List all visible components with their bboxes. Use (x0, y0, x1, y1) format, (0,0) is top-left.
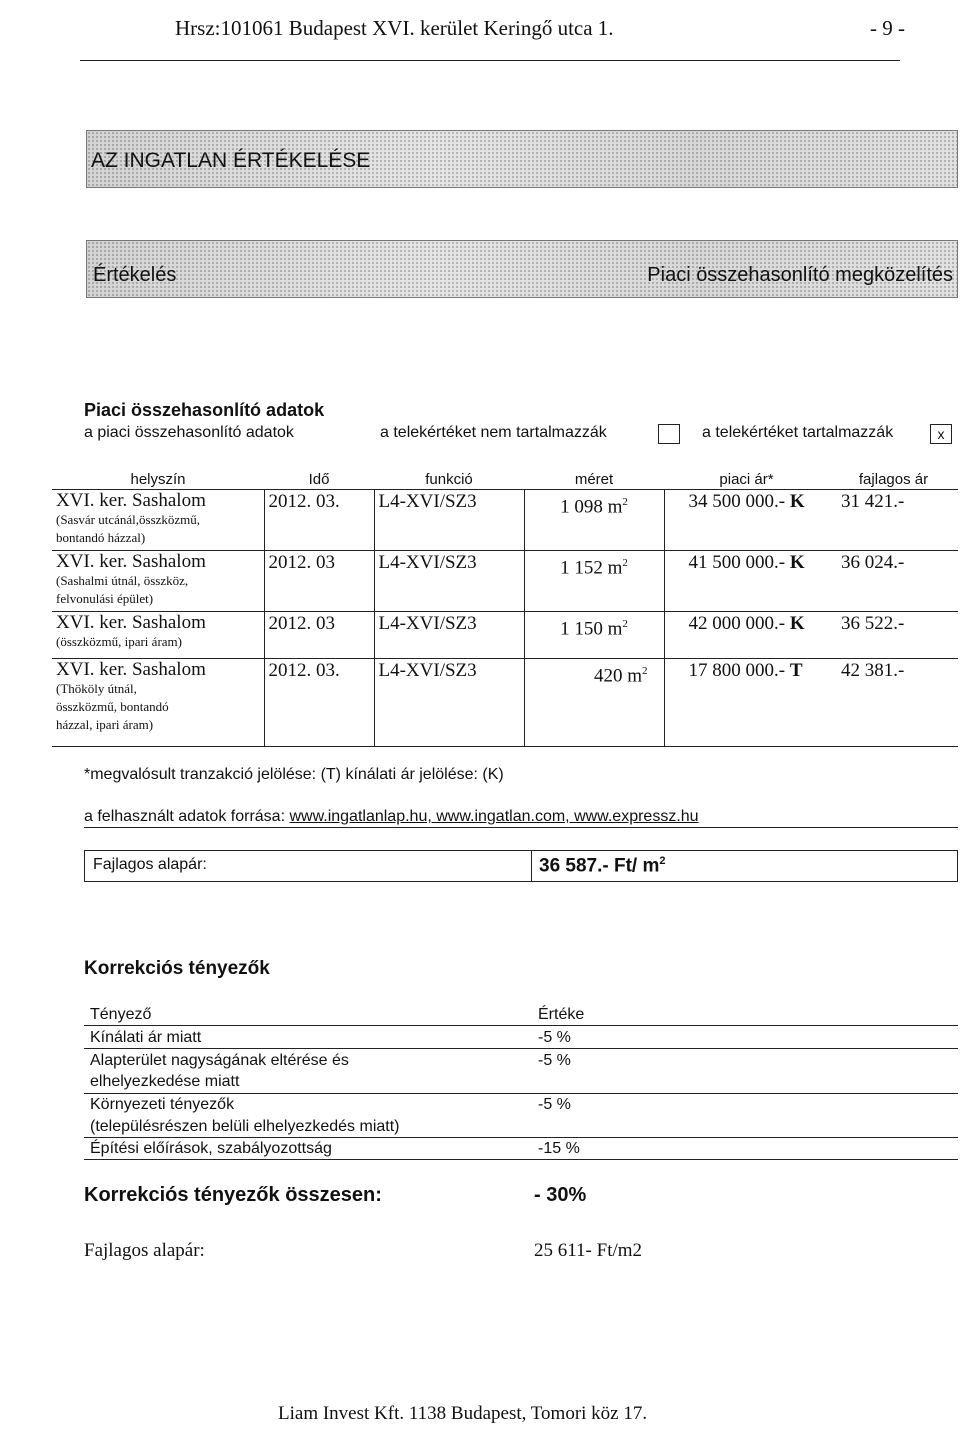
base-price-box (84, 850, 958, 882)
superscript: 2 (659, 855, 666, 867)
table-row (52, 612, 958, 659)
row-size: 1 152 m (560, 557, 623, 579)
option-included-checkbox[interactable]: x (930, 424, 952, 444)
row-location: XVI. ker. Sashalom (56, 659, 206, 680)
table-footnote: *megvalósult tranzakció jelölése: (T) kínálati ár jelölése: (K) (84, 766, 504, 783)
superscript: 2 (622, 496, 628, 508)
option-included-label: a telekértéket tartalmazzák (702, 424, 894, 441)
base-price-divider (531, 851, 532, 881)
title-band (86, 130, 958, 188)
col-size: méret (524, 470, 664, 490)
row-size: 1 098 m (560, 496, 623, 518)
market-heading: Piaci összehasonlító adatok (84, 400, 325, 420)
superscript: 2 (622, 618, 628, 630)
row-time: 2012. 03. (264, 659, 374, 747)
row-time: 2012. 03 (264, 612, 374, 659)
row-note: bontandó házzal) (56, 530, 146, 545)
row-note: (Sashalmi útnál, összköz, (56, 573, 189, 588)
row-note: (összközmű, ipari áram) (56, 634, 182, 649)
superscript: 2 (642, 665, 648, 677)
section-title: AZ INGATLAN ÉRTÉKELÉSE (91, 149, 371, 172)
header-address: Hrsz:101061 Budapest XVI. kerület Keringő utca 1. (175, 16, 614, 40)
base-price-value-line (539, 855, 666, 877)
row-price-type: K (789, 552, 805, 573)
row-price: 17 800 000.- (688, 660, 786, 681)
row-function: L4-XVI/SZ3 (374, 612, 524, 659)
page-number: - 9 - (870, 16, 905, 40)
row-function: L4-XVI/SZ3 (374, 659, 524, 747)
option-not-included-label: a telekértéket nem tartalmazzák (380, 424, 607, 441)
correction-factor: Kínálati ár miatt (90, 1029, 202, 1046)
corrections-total-label: Korrekciós tényezők összesen: (84, 1184, 382, 1206)
sources-links[interactable]: www.ingatlanlap.hu, www.ingatlan.com, www.expressz.hu (289, 808, 699, 825)
row-price-type: T (789, 660, 803, 681)
row-note: házzal, ipari áram) (56, 717, 154, 732)
band-right-label: Piaci összehasonlító megközelítés (647, 264, 953, 286)
row-time: 2012. 03 (264, 551, 374, 612)
table-header-row (52, 470, 958, 490)
row-price: 42 000 000.- (688, 613, 786, 634)
row-price-type: K (789, 491, 805, 512)
row-unit-price: 36 522.- (829, 612, 958, 659)
header-rule (80, 60, 900, 61)
row-unit-price: 42 381.- (829, 659, 958, 747)
corrections-rule (84, 1137, 958, 1138)
correction-factor-cont: (településrészen belüli elhelyezkedés miatt) (90, 1118, 400, 1135)
row-location: XVI. ker. Sashalom (56, 551, 206, 572)
correction-factor-cont: elhelyezkedése miatt (90, 1073, 240, 1090)
row-function: L4-XVI/SZ3 (374, 551, 524, 612)
col-location: helyszín (52, 470, 264, 490)
row-location: XVI. ker. Sashalom (56, 612, 206, 633)
row-note: összközmű, bontandó (56, 699, 169, 714)
sources-label: a felhasznált adatok forrása: (84, 808, 286, 825)
corrections-col-value: Értéke (538, 1006, 585, 1023)
row-function: L4-XVI/SZ3 (374, 490, 524, 551)
col-time: Idő (264, 470, 374, 490)
final-price-value: 25 611- Ft/m2 (534, 1240, 643, 1261)
table-row (52, 490, 958, 551)
row-size: 420 m (593, 665, 642, 687)
correction-value: -5 % (538, 1029, 571, 1046)
row-unit-price: 31 421.- (829, 490, 958, 551)
row-size: 1 150 m (560, 618, 623, 640)
corrections-rule (84, 1159, 958, 1160)
row-note: felvonulási épület) (56, 591, 154, 606)
row-note: (Thököly útnál, (56, 681, 137, 696)
table-row (52, 659, 958, 747)
col-price: piaci ár* (664, 470, 829, 490)
correction-value: -5 % (538, 1096, 571, 1113)
table-row (52, 551, 958, 612)
sources-rule (84, 827, 958, 828)
market-intro: a piaci összehasonlító adatok (84, 424, 294, 441)
col-unit-price: fajlagos ár (829, 470, 958, 490)
corrections-rule (84, 1093, 958, 1094)
row-price: 41 500 000.- (688, 552, 786, 573)
correction-value: -5 % (538, 1052, 571, 1069)
corrections-heading: Korrekciós tényezők (84, 958, 270, 979)
correction-value: -15 % (538, 1140, 580, 1157)
comparison-table (52, 470, 958, 747)
base-price-value: 36 587.- Ft/ m (539, 855, 660, 877)
correction-factor: Környezeti tényezők (90, 1096, 235, 1113)
corrections-rule (84, 1048, 958, 1049)
base-price-label: Fajlagos alapár: (93, 856, 207, 873)
final-price-label: Fajlagos alapár: (84, 1240, 205, 1261)
footer: Liam Invest Kft. 1138 Budapest, Tomori köz 17. (278, 1403, 648, 1424)
option-not-included-checkbox[interactable] (658, 424, 680, 444)
row-unit-price: 36 024.- (829, 551, 958, 612)
row-price-type: K (789, 613, 805, 634)
correction-factor: Alapterület nagyságának eltérése és (90, 1052, 349, 1069)
sources-line (84, 808, 699, 826)
row-location: XVI. ker. Sashalom (56, 490, 206, 511)
corrections-col-factor: Tényező (90, 1006, 152, 1023)
row-price: 34 500 000.- (688, 491, 786, 512)
band-left-label: Értékelés (93, 264, 177, 286)
correction-factor: Építési előírások, szabályozottság (90, 1140, 332, 1157)
corrections-rule (84, 1025, 958, 1026)
col-function: funkció (374, 470, 524, 490)
subtitle-band (86, 240, 958, 298)
row-time: 2012. 03. (264, 490, 374, 551)
superscript: 2 (622, 557, 628, 569)
corrections-total-value: - 30% (534, 1184, 587, 1206)
row-note: (Sasvár utcánál,összközmű, (56, 512, 201, 527)
